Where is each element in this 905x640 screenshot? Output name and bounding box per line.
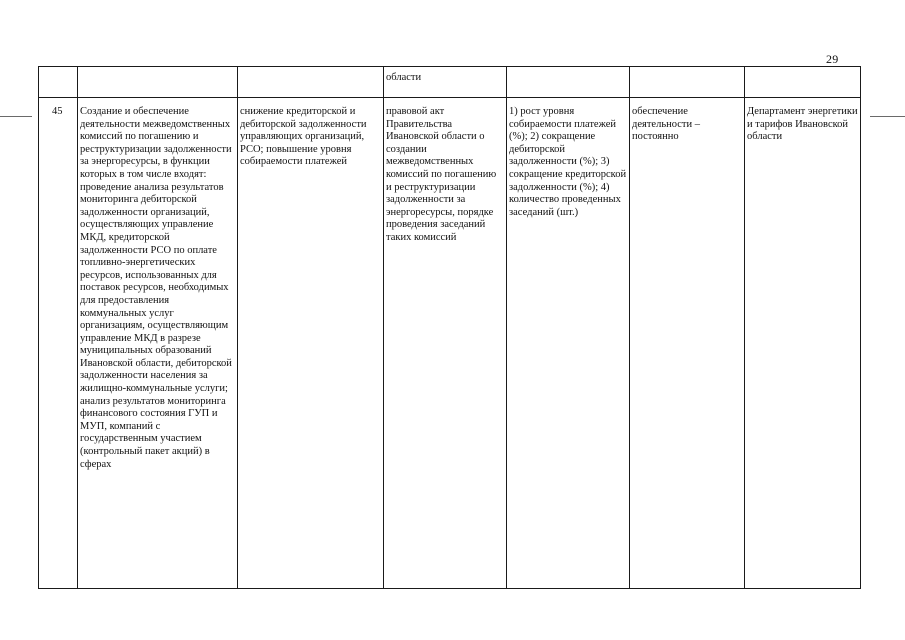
- indicators: 1) рост уровня собираемости платежей (%); 2) сокращение дебиторской задолженности (%); 3) сокращение кредиторской задолженности (%); 4) количество проведенных заседаний (шт.): [507, 98, 630, 589]
- scan-artifact-right: [870, 116, 905, 117]
- expected-result: снижение кредиторской и дебиторской задолженности управляющих организаций, РСО; повышение уровня собираемости платежей: [238, 98, 384, 589]
- implementation-term: обеспечение деятельности – постоянно: [630, 98, 745, 589]
- cell-term: [630, 67, 745, 98]
- cell-goal: [238, 67, 384, 98]
- cell-measure: [78, 67, 238, 98]
- cell-document: области: [384, 67, 507, 98]
- continuation-row: [39, 67, 861, 98]
- cell-indicators: [507, 67, 630, 98]
- cell-responsible: [745, 67, 861, 98]
- measure-description: Создание и обеспечение деятельности межведомственных комиссий по погашению и реструктуризации задолженности за энергоресурсы, в функции которых в том числе входят: проведение анализа результатов мониторинга дебиторской задолженности организаций, осуществляющих управление МКД, кредиторской задолженности РСО по оплате топливно-энергетических ресурсов, использованных для поставок ресурсов, необходимых для предоставления коммунальных услуг организациям, осуществляющим управление МКД в разрезе муниципальных образований Ивановской области, дебиторской задолженности населения за жилищно-коммунальные услуги; анализ результатов мониторинга финансового состояния ГУП и МУП, компаний с государственным участием (контрольный пакет акций) в сферах: [78, 98, 238, 589]
- legal-document: правовой акт Правительства Ивановской области о создании межведомственных комиссий по погашению и реструктуризации задолженности за энергоресурсы, порядке проведения заседаний таких комиссий: [384, 98, 507, 589]
- table-row: [39, 98, 861, 589]
- measures-table: [38, 66, 861, 589]
- responsible-body: Департамент энергетики и тарифов Ивановской области: [745, 98, 861, 589]
- cell-number: [39, 67, 78, 98]
- scan-artifact-left: [0, 116, 32, 117]
- page-number: 29: [826, 52, 839, 66]
- row-number: 45: [39, 98, 78, 589]
